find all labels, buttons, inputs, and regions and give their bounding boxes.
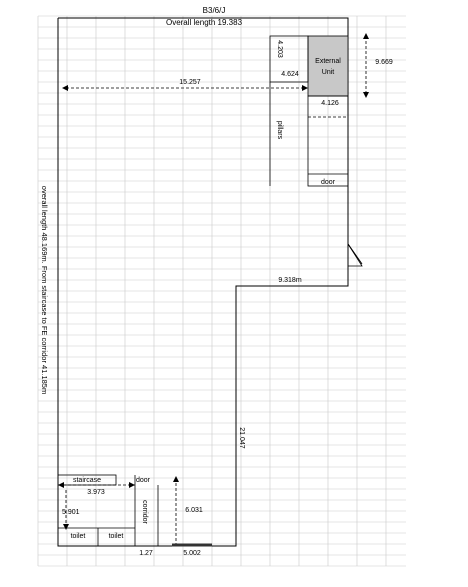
dim-label-1-27: 1.27 [139, 550, 153, 557]
door-label-bottom: door [135, 477, 151, 484]
drawing-title: B3/6/J [202, 6, 226, 15]
external-unit-label-2: Unit [321, 69, 335, 76]
arrow-down-icon [63, 524, 69, 530]
overall-length-label: Overall length 19.383 [165, 18, 243, 27]
dim-label-3-973: 3.973 [87, 489, 105, 496]
corridor-label: corridor [141, 500, 148, 524]
arrow-right-icon [129, 482, 135, 488]
dim-label-4-624: 4.624 [281, 71, 299, 78]
overall-length-vertical-label: overall length 48.169m. From staircase to FE corridor 41.185m [40, 185, 49, 395]
dim-label-5-901: 5.901 [62, 509, 80, 516]
door-label-top: door [320, 179, 336, 186]
external-unit-block [308, 36, 348, 96]
pillars-label: pillars [276, 120, 283, 140]
dim-label-15-257: 15.257 [179, 79, 201, 86]
dim-label-21-047: 21.047 [238, 427, 245, 449]
toilet-label-1: toilet [70, 533, 86, 540]
toilet-label-2: toilet [108, 533, 124, 540]
external-unit-label-1: External [315, 58, 341, 65]
dim-label-4-203: 4.203 [276, 40, 283, 58]
arrow-left-icon [62, 85, 68, 91]
arrow-down-icon [363, 92, 369, 98]
arrow-left-icon [58, 482, 64, 488]
arrow-up-icon [173, 476, 179, 482]
dim-label-9-318: 9.318m [278, 277, 302, 284]
arrow-right-icon [302, 85, 308, 91]
staircase-label: staircase [72, 477, 102, 484]
arrow-up-icon [363, 33, 369, 39]
dim-label-4-126: 4.126 [321, 100, 339, 107]
dim-label-9-669: 9.669 [375, 59, 393, 66]
dim-label-5-002: 5.002 [183, 550, 201, 557]
dim-label-6-031: 6.031 [185, 507, 203, 514]
